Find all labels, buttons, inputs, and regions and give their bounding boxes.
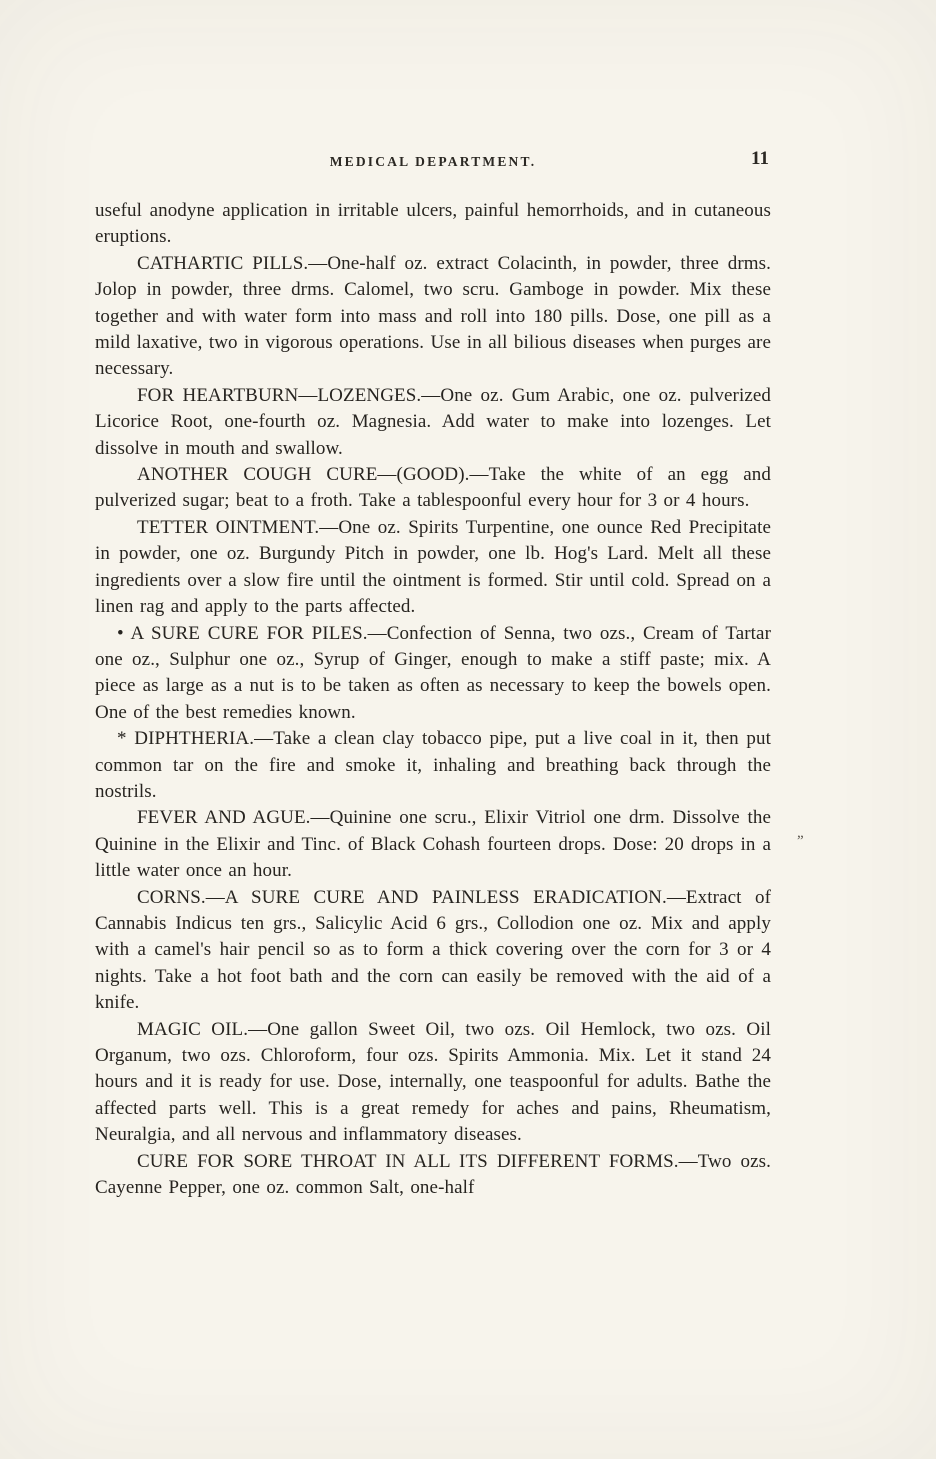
paragraph-magic-oil: MAGIC OIL.—One gallon Sweet Oil, two ozs. Oil Hemlock, two ozs. Oil Organum, two ozs. Chloroform, four ozs. Spirits Ammonia. Mix. Let it stand 24 hours and it is ready for use. Dose, internally, one teaspoonful for adults. Bathe the affected parts well. This is a great remedy for aches and pains, Rheumatism, Neuralgia, and all nervous and inflammatory diseases. [95, 1018, 771, 1146]
paragraph-tetter-ointment: TETTER OINTMENT.—One oz. Spirits Turpentine, one ounce Red Precipitate in powder, one oz. Burgundy Pitch in powder, one lb. Hog's Lard. Melt all these ingredients over a slow fire until the ointment is formed. Stir until cold. Spread on a linen rag and apply to the parts affected. [95, 516, 771, 618]
page-header [95, 148, 771, 174]
page-body [95, 198, 771, 1201]
paragraph-cathartic-pills: CATHARTIC PILLS.—One-half oz. extract Colacinth, in powder, three drms. Jolop in powder, three drms. Calomel, two scru. Gamboge in powder. Mix these together and with water form into mass and roll into 180 pills. Dose, one pill as a mild laxative, two in vigorous operations. Use in all bilious diseases when purges are necessary. [95, 252, 771, 380]
paragraph-sore-throat: CURE FOR SORE THROAT IN ALL ITS DIFFERENT FORMS.—Two ozs. Cayenne Pepper, one oz. common Salt, one-half [95, 1150, 771, 1199]
paragraph-continuation: useful anodyne application in irritable ulcers, painful hemorrhoids, and in cutaneous eruptions. [95, 200, 771, 248]
paragraph-fever-and-ague: FEVER AND AGUE.—Quinine one scru., Elixir Vitriol one drm. Dissolve the Quinine in the Elixir and Tinc. of Black Cohash fourteen drops. Dose: 20 drops in a little water once an hour. [95, 807, 771, 882]
paragraph-corns: CORNS.—A SURE CURE AND PAINLESS ERADICATION.—Extract of Cannabis Indicus ten grs., Salicylic Acid 6 grs., Collodion one oz. Mix and apply with a camel's hair pencil so as to form a thick covering over the corn for 3 or 4 nights. Take a hot foot bath and the corn can easily be removed with the aid of a knife. [95, 886, 771, 1014]
margin-stray-mark: ” [797, 833, 804, 849]
page-number: 11 [751, 148, 769, 169]
paragraph-cough-cure: ANOTHER COUGH CURE—(GOOD).—Take the white of an egg and pulverized sugar; beat to a froth. Take a tablespoonful every hour for 3 or 4 hours. [95, 464, 771, 512]
content-column [95, 148, 771, 1201]
paragraph-heartburn-lozenges: FOR HEARTBURN—LOZENGES.—One oz. Gum Arabic, one oz. pulverized Licorice Root, one-fourth oz. Magnesia. Add water to make into lozenges. Let dissolve in mouth and swallow. [95, 384, 771, 459]
running-title: MEDICAL DEPARTMENT. [329, 154, 537, 169]
paragraph-diphtheria: * DIPHTHERIA.—Take a clean clay tobacco pipe, put a live coal in it, then put common tar on the fire and smoke it, inhaling and breathing back through the nostrils. [95, 728, 771, 802]
paragraph-piles-cure: • A SURE CURE FOR PILES.—Confection of Senna, two ozs., Cream of Tartar one oz., Sulphur one oz., Syrup of Ginger, enough to make a stiff paste; mix. A piece as large as a nut is to be taken as often as necessary to keep the bowels open. One of the best remedies known. [95, 622, 771, 723]
